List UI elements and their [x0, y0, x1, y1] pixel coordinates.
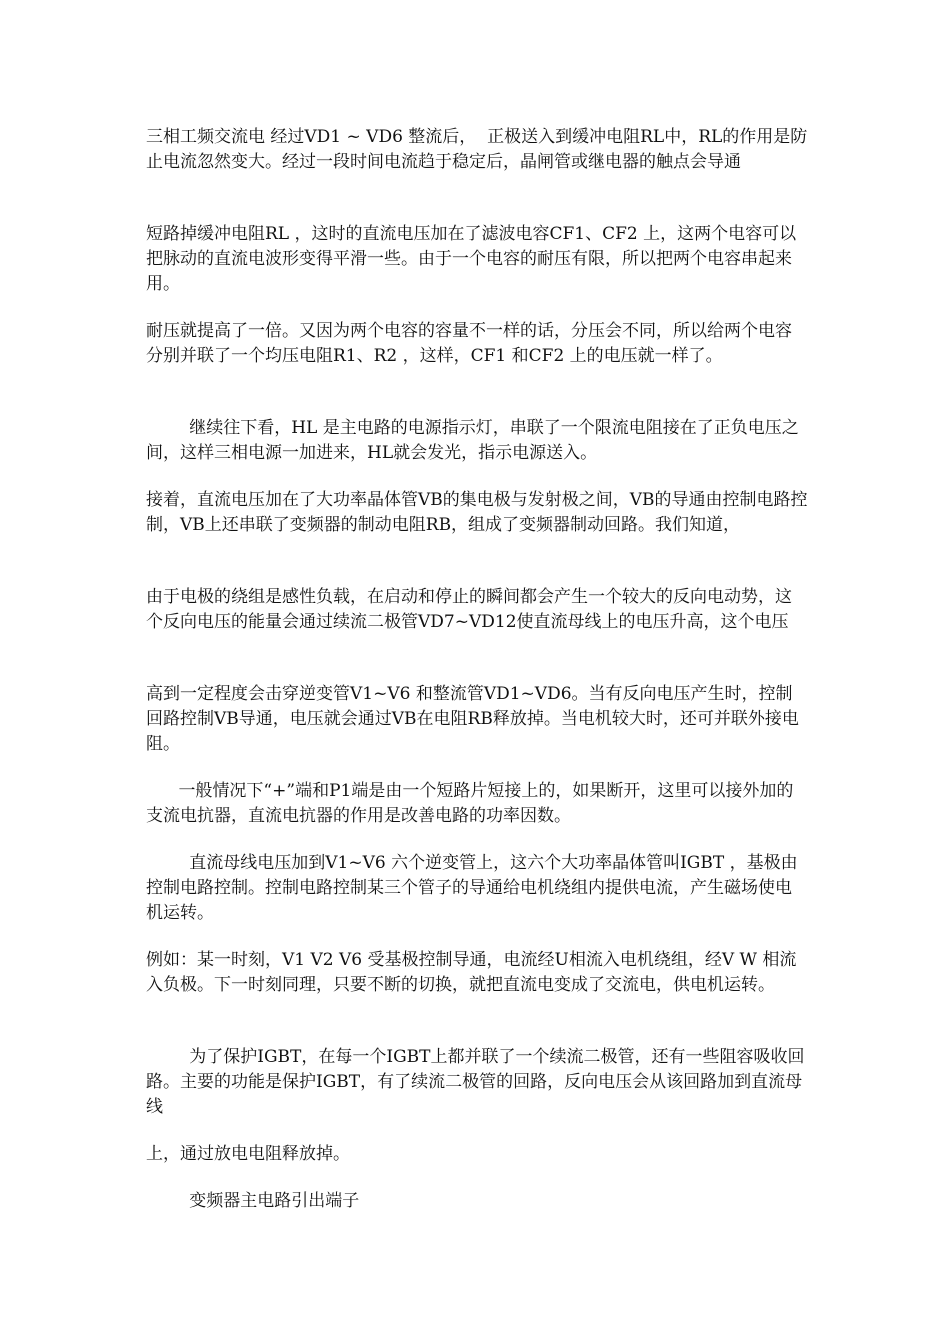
paragraph-5: 接着，直流电压加在了大功率晶体管VB的集电极与发射极之间，VB的导通由控制电路控制，VB上还串联了变频器的制动电阻RB，组成了变频器制动回路。我们知道， — [146, 490, 808, 535]
paragraph-12: 上，通过放电电阻释放掉。 — [146, 1144, 350, 1164]
paragraph-9: 直流母线电压加到V1~V6 六个逆变管上，这六个大功率晶体管叫IGBT ，基极由控制电路控制。控制电路控制某三个管子的导通给电机绕组内提供电流，产生磁场使电机运转。 — [146, 853, 798, 923]
paragraph-10: 例如：某一时刻，V1 V2 V6 受基极控制导通，电流经U相流入电机绕组，经V W 相流入负极。下一时刻同理，只要不断的切换，就把直流电变成了交流电，供电机运转。 — [146, 950, 797, 995]
section-heading: 变频器主电路引出端子 — [146, 1191, 360, 1211]
paragraph-8: 一般情况下“+”端和P1端是由一个短路片短接上的，如果断开，这里可以接外加的支流电抗器，直流电抗器的作用是改善电路的功率因数。 — [146, 781, 794, 826]
paragraph-2: 短路掉缓冲电阻RL ，这时的直流电压加在了滤波电容CF1、CF2 上，这两个电容可以把脉动的直流电波形变得平滑一些。由于一个电容的耐压有限，所以把两个电容串起来用。 — [146, 224, 797, 294]
paragraph-1: 三相工频交流电 经过VD1 ~ VD6 整流后， 正极送入到缓冲电阻RL中，RL的作用是防止电流忽然变大。经过一段时间电流趋于稳定后，晶闸管或继电器的触点会导通 — [146, 127, 808, 172]
paragraph-11: 为了保护IGBT，在每一个IGBT上都并联了一个续流二极管，还有一些阻容吸收回路。主要的功能是保护IGBT，有了续流二极管的回路，反向电压会从该回路加到直流母线 — [146, 1047, 805, 1117]
paragraph-7: 高到一定程度会击穿逆变管V1~V6 和整流管VD1~VD6。当有反向电压产生时，控制回路控制VB导通，电压就会通过VB在电阻RB释放掉。当电机较大时，还可并联外接电阻。 — [146, 684, 799, 754]
paragraph-4: 继续往下看，HL 是主电路的电源指示灯，串联了一个限流电阻接在了正负电压之间，这样三相电源一加进来，HL就会发光，指示电源送入。 — [146, 418, 799, 463]
paragraph-3: 耐压就提高了一倍。又因为两个电容的容量不一样的话，分压会不同，所以给两个电容分别并联了一个均压电阻R1、R2 ，这样，CF1 和CF2 上的电压就一样了。 — [146, 321, 792, 366]
paragraph-6: 由于电极的绕组是感性负载，在启动和停止的瞬间都会产生一个较大的反向电动势，这个反向电压的能量会通过续流二极管VD7~VD12使直流母线上的电压升高，这个电压 — [146, 587, 792, 632]
